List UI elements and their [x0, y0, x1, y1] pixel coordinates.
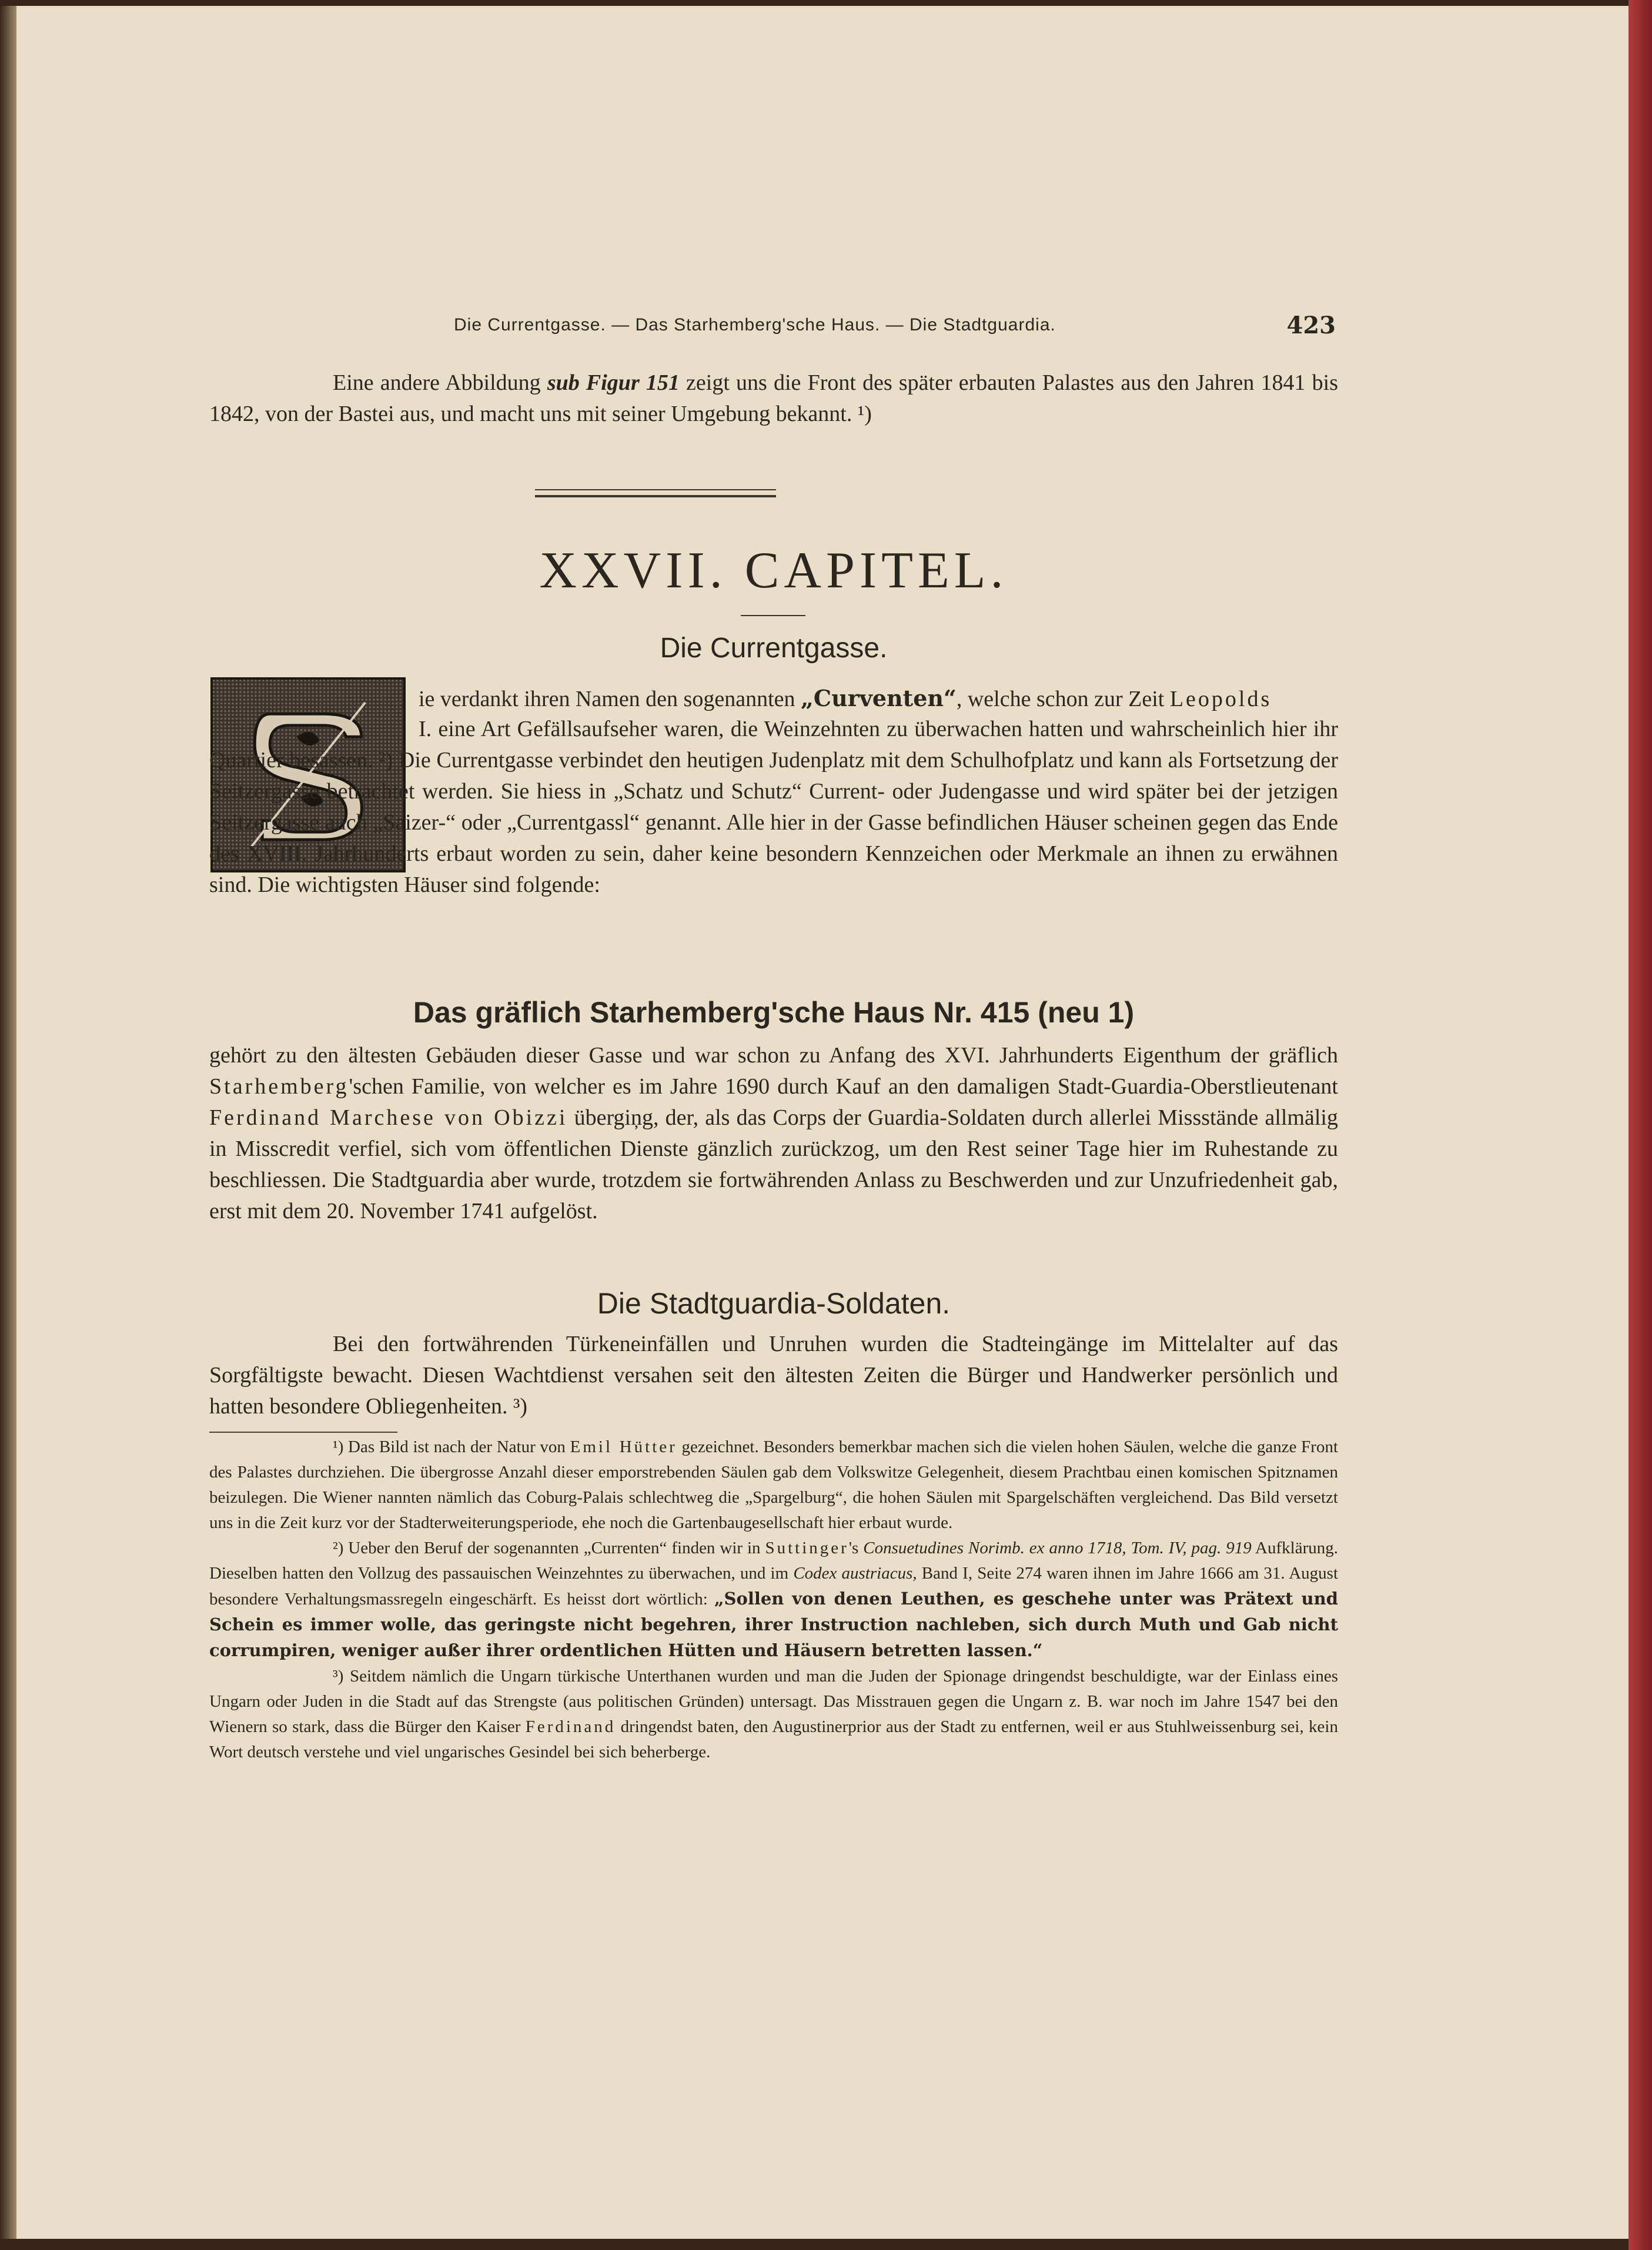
footnote-3: [209, 1664, 1338, 1765]
figure-reference: sub Figur 151: [547, 370, 680, 395]
red-page-edge: [1628, 0, 1652, 2250]
section-heading-starhemberg-house: Das gräflich Starhemberg'sche Haus Nr. 415 (neu 1): [413, 996, 1135, 1029]
chapter-title: XXVII. CAPITEL.: [539, 542, 1008, 599]
fraktur-quotation: „Sollen von denen Leuthen, es geschehe unter was Prätext und Schein es immer wolle, das geringste nicht begehren, ihrer Instruction nachleben, sich durch Muth und Gab nicht corrumpiren, weniger außer ihrer ordentlichen Hütten und Häusern betretten lassen.“: [209, 1589, 1338, 1660]
page-bottom-edge: [0, 2239, 1628, 2250]
footnote-1: [209, 1435, 1338, 1536]
footnote-2: [209, 1536, 1338, 1664]
fn2-text-a: ²) Ueber den Beruf der sogenannten „Currenten“ finden wir in: [333, 1539, 765, 1557]
section3-paragraph-block: [209, 1329, 1338, 1422]
suttinger-name: Suttinger: [765, 1539, 849, 1557]
section3-paragraph: Bei den fortwährenden Türkeneinfällen und Unruhen wurden die Stadteingänge im Mittelalter auf das Sorgfältigste bewacht. Diesen Wachtdienst versahen seit den ältesten Zeiten die Bürger und Handwerker persönlich und hatten besondere Obliegenheiten. ³): [209, 1332, 1338, 1419]
leopold-name: Leopolds: [1169, 687, 1272, 711]
fn2-text-d: Band I, Seite 274 waren ihnen im Jahre 1666 am 31. August besondere Verhaltungsmassregeln eingeschärft. Es heisst dort wörtlich:: [209, 1564, 1339, 1609]
section-heading-currentgasse: Die Currentgasse.: [660, 633, 888, 664]
book-spine: [0, 0, 16, 2250]
consuetudines-citation: Consuetudines Norimb. ex anno 1718, Tom. IV, pag. 919: [863, 1539, 1252, 1557]
section1-paragraph-start: [419, 683, 1338, 715]
intro-text-before: Eine andere Abbildung: [333, 370, 547, 395]
section2-text-b: 'schen Familie, von welcher es im Jahre 1690 durch Kauf an den damaligen Stadt-Guardia-Oberstlieutenant: [349, 1074, 1338, 1099]
fn2-text-b: 's: [848, 1539, 864, 1557]
section1-text-a: ie verdankt ihren Namen den sogenannten: [419, 687, 801, 711]
footnote-separator: [209, 1432, 397, 1433]
footnotes: [209, 1435, 1338, 1765]
intro-text-after: zeigt uns die Front des später erbauten Palastes aus den Jahren 1841 bis 1842, von der Bastei aus, und macht uns mit seiner Umgebung bekannt. ¹): [209, 370, 1338, 426]
fn1-text-a: ¹) Das Bild ist nach der Natur von: [333, 1437, 570, 1456]
kaiser-ferdinand-name: Ferdinand: [525, 1717, 616, 1736]
intro-paragraph-block: [209, 367, 1338, 430]
intro-paragraph: [209, 367, 1338, 430]
section-heading-stadtguardia: Die Stadtguardia-Soldaten.: [597, 1287, 951, 1320]
section2-text-a: gehört zu den ältesten Gebäuden dieser Gasse und war schon zu Anfang des XVI. Jahrhunderts Eigenthum der gräflich: [209, 1043, 1338, 1068]
running-head: [207, 312, 1342, 341]
ferdinand-obizzi-name: Ferdinand Marchese von Obizzi: [209, 1105, 568, 1130]
page-top-edge: [0, 0, 1628, 6]
running-head-title: Die Currentgasse. — Das Starhemberg'sche Haus. — Die Stadtguardia.: [454, 315, 1056, 335]
emil-huetter-name: Emil Hütter: [570, 1437, 677, 1456]
starhemberg-name: Starhemberg: [209, 1074, 349, 1099]
section1-text-b: , welche schon zur Zeit: [956, 687, 1170, 711]
section2-paragraph-block: [209, 1040, 1338, 1227]
codex-austriacus-citation: Codex austriacus,: [793, 1564, 917, 1583]
page-number: 423: [1286, 312, 1336, 339]
chapter-title-underline: [741, 615, 805, 616]
section1-paragraph-wrapped: [419, 683, 1338, 715]
currenten-term: „Curventen“: [801, 685, 957, 711]
fn2-text-c: Aufklärung. Dieselben hatten den Vollzug des passauischen Weinzehntes zu überwachen, und im: [209, 1539, 1338, 1583]
chapter-divider-rule: [535, 489, 776, 497]
section1-paragraph-continued: I. eine Art Gefällsaufseher waren, die Weinzehnten zu überwachen hatten und wahrscheinlich hier ihr Quartier besassen. ²) Die Currentgasse verbindet den heutigen Judenplatz mit dem Schulhofplatz und kann als Fortsetzung der Seitzergasse betrachtet werden. Sie hiess in „Schatz und Schutz“ Current- oder Judengasse und wird später bei der jetzigen Seitzergasse auch „Saizer-“ oder „Currentgassl“ genannt. Alle hier in der Gasse befindlichen Häuser scheinen gegen das Ende des XVIII. Jahrhunderts erbaut worden zu sein, daher keine besondern Kennzeichen oder Merkmale an ihnen zu erwähnen sind. Die wichtigsten Häuser sind folgende:: [209, 717, 1338, 897]
fn1-text-b: gezeichnet. Besonders bemerkbar machen sich die vielen hohen Säulen, welche die ganze Front des Palastes durchziehen. Die übergrosse Anzahl dieser emporstrebenden Säulen gab dem Volkswitze Gelegenheit, diesem Prachtbau einen komischen Spitznamen beizulegen. Die Wiener nannten nämlich das Coburg-Palais schlechtweg die „Spargelburg“, die hohen Säulen mit Spargelschäften vergleichend. Das Bild versetzt uns in die Zeit kurz vor der Stadterweiterungsperiode, ehe noch die Gartenbaugesellschaft hier erbaut wurde.: [209, 1437, 1338, 1532]
fn3-text-a: ³) Seitdem nämlich die Ungarn türkische Unterthanen wurden und man die Juden der Spionage dringendst beschuldigte, war der Einlass eines Ungarn oder Juden in die Stadt auf das Strengste (aus politischen Gründen) untersagt. Das Misstrauen gegen die Ungarn z. B. war noch im Jahre 1547 bei den Wienern so stark, dass die Bürger den Kaiser: [209, 1667, 1338, 1736]
section2-text-c: übergiņg, der, als das Corps der Guardia-Soldaten durch allerlei Missstände allmälig in Misscredit verfiel, sich vom öffentlichen Dienste gänzlich zurückzog, um den Rest seiner Tage hier im Ruhestande zu beschliessen. Die Stadtguardia aber wurde, trotzdem sie fortwährenden Anlass zu Beschwerden und zur Unzufriedenheit gab, erst mit dem 20. November 1741 aufgelöst.: [209, 1105, 1338, 1223]
fn3-text-b: dringendst baten, den Augustinerprior aus der Stadt zu entfernen, weil er aus Stuhlweissenburg sei, kein Wort deutsch verstehe und viel ungarisches Gesindel bei sich beherberge.: [209, 1717, 1338, 1761]
section2-paragraph: [209, 1040, 1338, 1227]
section1-paragraph-block: [209, 714, 1338, 901]
